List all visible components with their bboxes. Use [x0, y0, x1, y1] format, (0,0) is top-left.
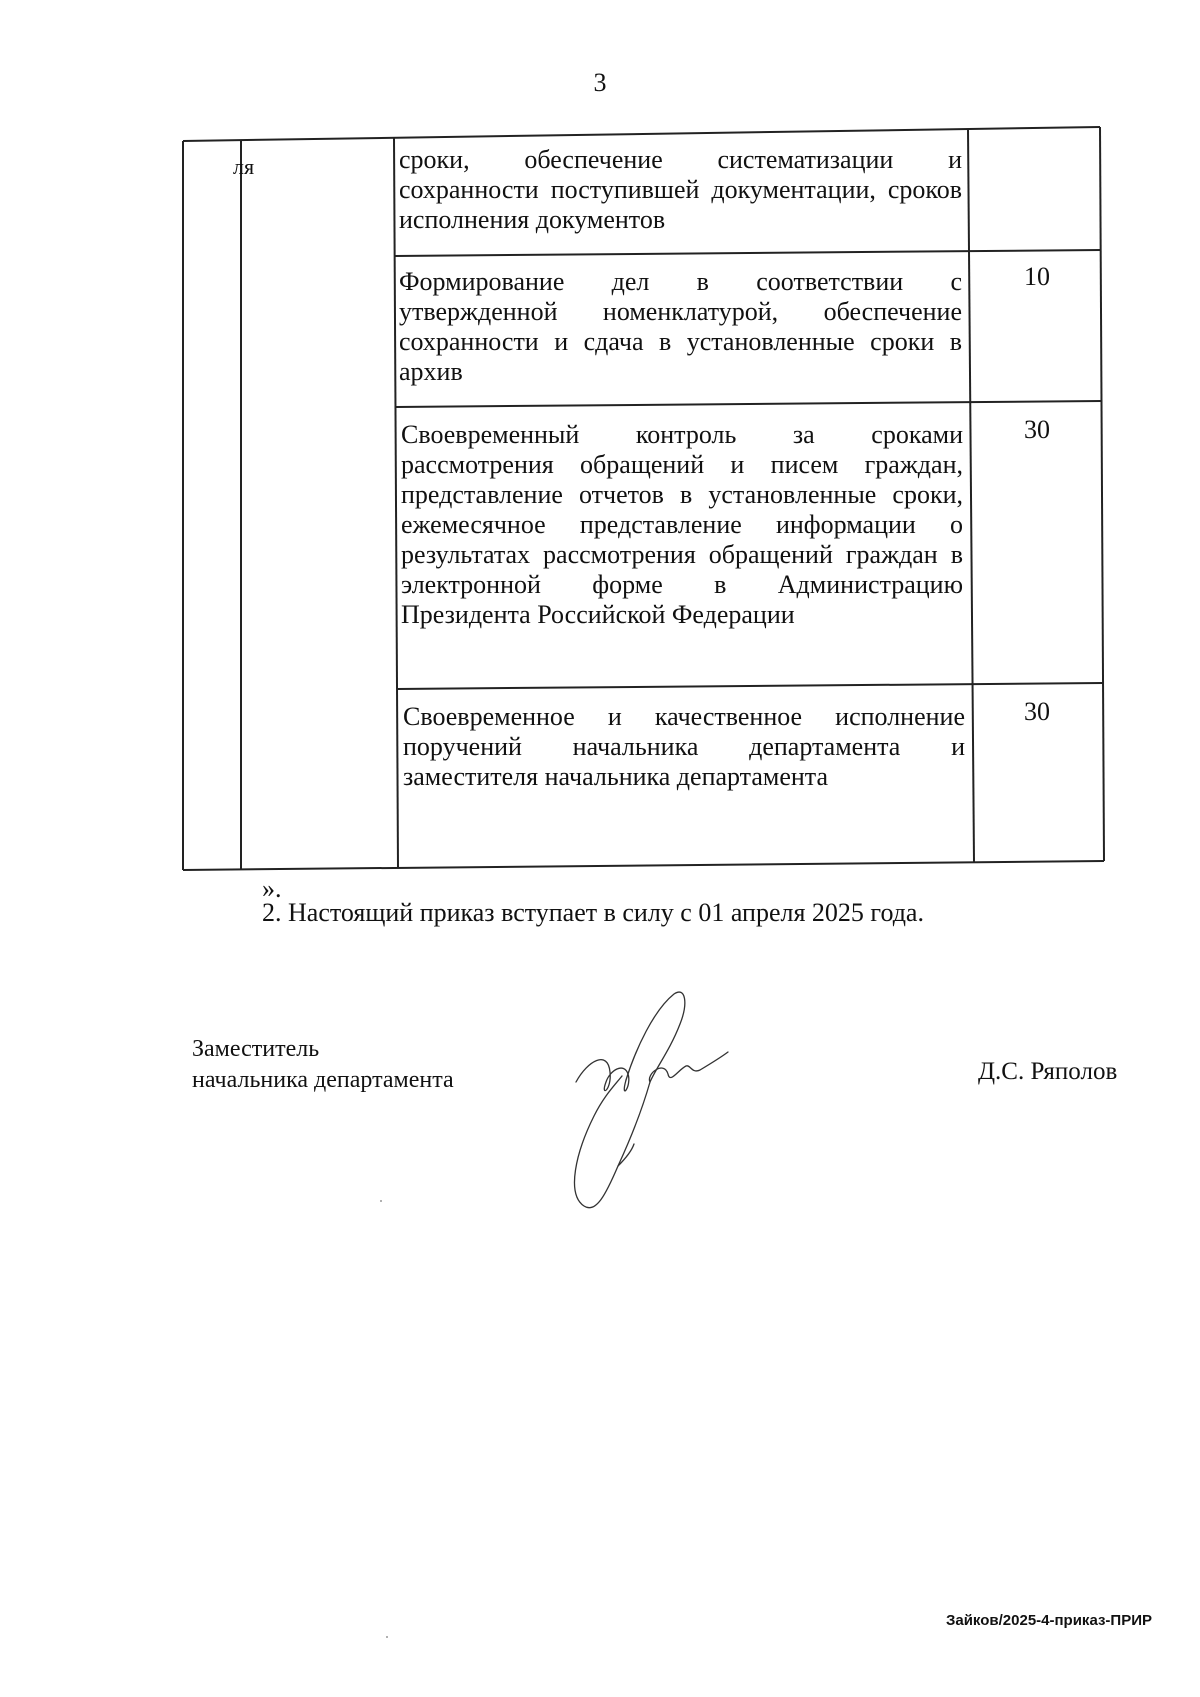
scan-speck	[386, 1636, 388, 1638]
table-row-3-text: Своевременный контроль за сроками рассмотрения обращений и писем граждан, представление отчетов в установленные сроки, ежемесячное представление информации о результатах рассмотрения обращений граждан в электронной форме в Администрацию Президента Российской Федерации	[401, 420, 963, 629]
document-code: Зайков/2025-4-приказ-ПРИР	[945, 1612, 1152, 1629]
closing-quote: ».	[262, 874, 282, 903]
table-row-1-text: сроки, обеспечение систематизации и сохранности поступившей документации, сроков исполнения документов	[399, 145, 962, 234]
table-row-2-score: 10	[1024, 262, 1050, 291]
table-row-4-text: Своевременное и качественное исполнение поручений начальника департамента и заместителя начальника департамента	[403, 702, 965, 791]
page-number: 3	[593, 68, 607, 97]
table-row-4-score: 30	[1024, 697, 1050, 726]
signatory-name: Д.С. Ряполов	[978, 1058, 1118, 1085]
continued-cell-text: ля	[233, 154, 255, 179]
handwritten-signature	[570, 990, 770, 1215]
paragraph-2: 2. Настоящий приказ вступает в силу с 01 апреля 2025 года.	[262, 898, 924, 927]
table-row-2-text: Формирование дел в соответствии с утвержденной номенклатурой, обеспечение сохранности и сдача в установленные сроки в архив	[399, 267, 962, 386]
signatory-title-line-2: начальника департамента	[192, 1067, 454, 1093]
signatory-title-line-1: Заместитель	[192, 1036, 320, 1062]
scan-speck	[380, 1200, 382, 1202]
table-row-3-score: 30	[1024, 415, 1050, 444]
signatory-title	[192, 1034, 454, 1096]
